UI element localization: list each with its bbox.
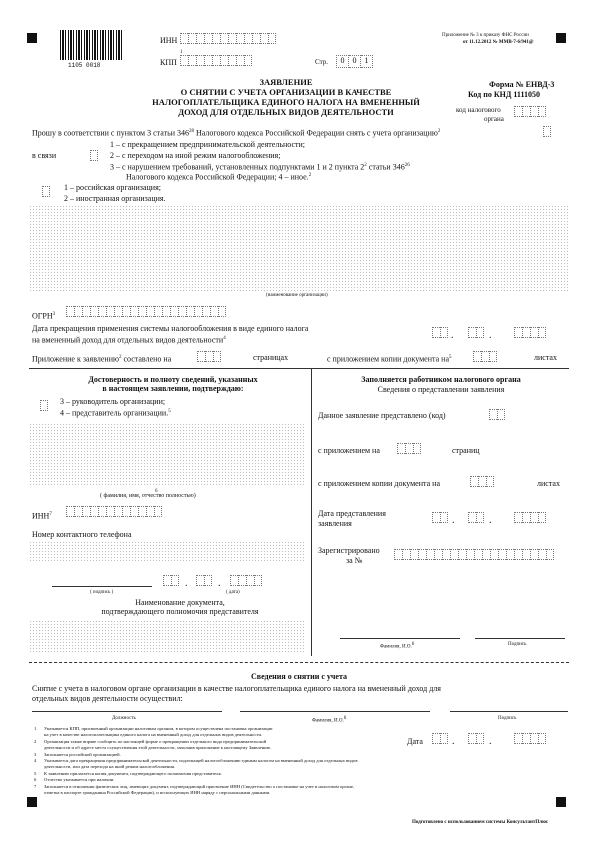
date-dot: . [218,578,221,589]
official-signature-caption: Подпись [508,642,527,647]
date-dot: . [489,330,492,341]
corner-marker-top-left [27,33,37,43]
signer-option-3: 3 – руководитель организации; [60,397,166,406]
official-fio-line [340,638,460,639]
signature-line [52,586,152,587]
kpp-sup: 1 [180,50,183,55]
rep-doc-grid[interactable] [29,620,305,652]
registration-number-field[interactable] [394,549,554,560]
copies-sheets-label: листах [534,353,557,362]
submission-date-day[interactable] [432,512,448,523]
official-signature-line [475,638,565,639]
submitted-code-label: Данное заявление представлено (код) [318,411,446,420]
termination-date-line-1: Дата прекращения применения системы налогообложения в виде единого налога [32,324,309,333]
termination-day[interactable] [432,327,448,338]
dereg-date-year[interactable] [514,733,546,744]
corner-marker-bottom-right [556,797,566,807]
position-caption: Должность [112,716,136,721]
official-subheading: Сведения о представлении заявления [377,385,505,394]
knd-code: Код по КНД 1111050 [468,90,541,99]
footnote: 5 К заявлению прилагается копия документа, подтверждающего полномочия представителя. [34,770,222,776]
dereg-date-label: Дата [407,737,423,746]
tax-authority-code-label-2: органа [484,115,504,123]
rep-doc-caption-line-2: подтверждающего полномочия представителя [101,607,259,616]
deregistration-text-2: отдельных видов деятельности осуществил: [32,694,183,703]
copies-label: с приложением копии документа $на^5$ [327,354,452,364]
dereg-date-day[interactable] [432,733,448,744]
section-divider-vertical [311,368,312,656]
tax-authority-code-label-1: код налогового [456,106,501,114]
official-heading: Заполняется работником налогового органа [361,375,521,384]
confirm-heading-line-1: Достоверность и полноту сведений, указанных [88,375,258,384]
deregistration-text-1: Снятие с учета в налоговом органе организации в качестве налогоплательщика единого налога на вмененный доход для [32,684,441,693]
footnote: 3 Заполняется российской организацией. [34,751,121,757]
footnote: 1 Указывается КПП, присвоенный организации налоговым органом, в котором осуществлена постановка организации на учет в качестве налогоплательщика единого налога на вмененный доход для отдельных видов деятельности. [34,726,273,738]
kpp-label: КПП [160,58,177,67]
dereg-signature-caption: Подпись [498,716,517,721]
fio-grid[interactable] [29,423,305,487]
date-dot: . [452,515,455,526]
position-line [32,711,222,712]
page-label: Стр. [315,58,328,66]
title-line-1: ЗАЯВЛЕНИЕ [259,77,313,87]
signer-type-field[interactable] [40,400,48,411]
footnote: 2 Организация также вправе сообщить по настоящей форме о прекращении отдельного вида предпринимательской деятельности и об адресе места осуществления этой деятельности, заполнив приложение к настоящему Заявлению. [34,738,272,751]
submitted-code-field[interactable] [489,409,505,420]
registered-label-2: за № [346,556,363,565]
date-dot: . [452,736,455,747]
org-type-field[interactable] [42,186,50,197]
submission-date-year[interactable] [514,512,546,523]
org-name-caption: (наименование организации) [266,293,328,298]
kpp-field[interactable] [180,55,252,66]
deregistration-heading: Сведения о снятии с учета [251,672,347,681]
tax-authority-code-field[interactable] [514,106,546,117]
inn-field[interactable] [180,33,276,44]
signer-inn-field[interactable] [66,506,162,517]
attachment-pages-field[interactable] [197,351,221,362]
phone-label: Номер контактного телефона [32,530,132,539]
appendix-line-2: от 11.12.2012 № ММВ-7-6/941@ [463,40,534,45]
date-dot: . [489,736,492,747]
org-deregistration-code[interactable] [543,126,551,137]
with-attachment-label: с приложением на [318,446,380,455]
reason-1: 1 – с прекращением предпринимательской деятельности; [110,140,305,149]
termination-year[interactable] [514,327,546,338]
official-pages-field[interactable] [397,443,421,454]
footer-credit: Подготовлено с использованием системы КонсультантПлюс [412,820,549,825]
reason-code-field[interactable] [90,150,98,161]
date-caption: ( дата) [226,590,240,595]
corner-marker-bottom-left [27,797,37,807]
footnote: 4 Указывается дата прекращения предпринимательской деятельности, подлежащей налогообложению единым налогом на вмененный доход для отдельных видов деятельности, или дата перехода на иной режим налогообложения. [34,758,358,770]
form-title [110,77,462,117]
submission-date-label-1: Дата представления [318,509,386,518]
reason-3: 3 – с нарушением требований, установленных подпунктами 1 и 2 пункта $2^2$ статьи $346^{26}$ [110,162,410,172]
reason-3-line-2: Налогового кодекса Российской Федерации; 4 – иное.$^2$ [126,172,312,182]
title-line-2: О СНЯТИИ С УЧЕТА ОРГАНИЗАЦИИ В КАЧЕСТВЕ [180,87,392,97]
rep-doc-caption-line-1: Наименование документа, [135,598,225,607]
date-dot: . [451,330,454,341]
footnote: 6 Отчество указывается при наличии. [34,777,115,783]
attachment-pages-label: страницах [253,353,289,362]
official-sheets-field[interactable] [470,476,494,487]
title-line-3: НАЛОГОПЛАТЕЛЬЩИКА ЕДИНОГО НАЛОГА НА ВМЕНЕННЫЙ [152,97,420,107]
signer-date-year[interactable] [230,575,262,586]
org-type-2: 2 – иностранная организация. [64,194,166,203]
dereg-fio-caption: Фамилия, И.О.6 [312,716,347,724]
barcode-image [60,30,124,60]
section-divider-top [29,368,569,369]
official-pages-label: страниц [452,446,480,455]
in-connection-label: в связи [32,151,57,160]
copies-sheets-field[interactable] [473,351,497,362]
rep-doc-caption [60,598,300,616]
signature-caption: ( подпись ) [90,590,114,595]
confirm-heading-line-2: в настоящем заявлении, подтверждаю: [102,384,244,393]
cut-line [29,662,569,663]
fio-sup: 6 [155,489,158,494]
ogrn-field[interactable] [66,306,226,317]
fio-caption: ( фамилия, имя, отчество полностью) [100,493,196,499]
attachment-label: Приложение к заявлению$^2$ составлено на [32,354,172,364]
signer-option-4: 4 – представитель организации.$^5$ [60,408,171,418]
termination-month[interactable] [468,327,484,338]
org-type-1: 1 – российская организация; [64,183,161,192]
inn-label: ИНН [160,36,178,45]
footnote: 7 Заполняется в отношении физических лиц, имеющих документ, подтверждающий присвоение ИНН (Свидетельство о постановке на учет в налоговом органе, отметка в паспорте гражданина Российской Федерации), и использующих ИНН наряду с персональными данными. [34,783,355,796]
footnotes [34,726,394,796]
org-name-grid[interactable] [29,205,569,291]
confirm-heading [40,375,306,393]
corner-marker-top-right [556,33,566,43]
submission-date-label-2: заявления [318,519,352,528]
submission-date-month[interactable] [468,512,484,523]
with-copies-label: с приложением копии документа на [318,479,440,488]
phone-grid[interactable] [29,541,305,561]
date-dot: . [185,578,188,589]
signer-date-day[interactable] [163,575,179,586]
dereg-signature-line [450,711,568,712]
signer-inn-label: ИНН$^7$ [32,511,52,521]
signer-date-month[interactable] [196,575,212,586]
page-number[interactable]: 0 0 1 [336,55,373,68]
form-number: Форма № ЕНВД-3 [489,80,555,89]
termination-date-line-2: на вмененный доход для отдельных видов деятельности$^4$ [32,335,226,345]
dereg-date-month[interactable] [468,733,484,744]
request-intro: Прошу в соответствии с пунктом 3 статьи $346^{28}$ Налогового кодекса Российской Федерации снять с учета организацию$^2$ [32,128,441,138]
official-fio-caption: Фамилия, И.О.6 [380,642,415,650]
appendix-line-1: Приложение № 3 к приказу ФНС России [442,33,529,38]
date-dot: . [489,515,492,526]
barcode-number: 1105 0018 [68,62,101,69]
ogrn-label: ОГРН$^3$ [32,311,56,321]
official-sheets-label: листах [537,479,560,488]
registered-label-1: Зарегистрировано [318,546,380,555]
title-line-4: ДОХОД ДЛЯ ОТДЕЛЬНЫХ ВИДОВ ДЕЯТЕЛЬНОСТИ [178,107,394,117]
dereg-fio-line [240,711,430,712]
reason-2: 2 – с переходом на иной режим налогообложения; [110,151,281,160]
